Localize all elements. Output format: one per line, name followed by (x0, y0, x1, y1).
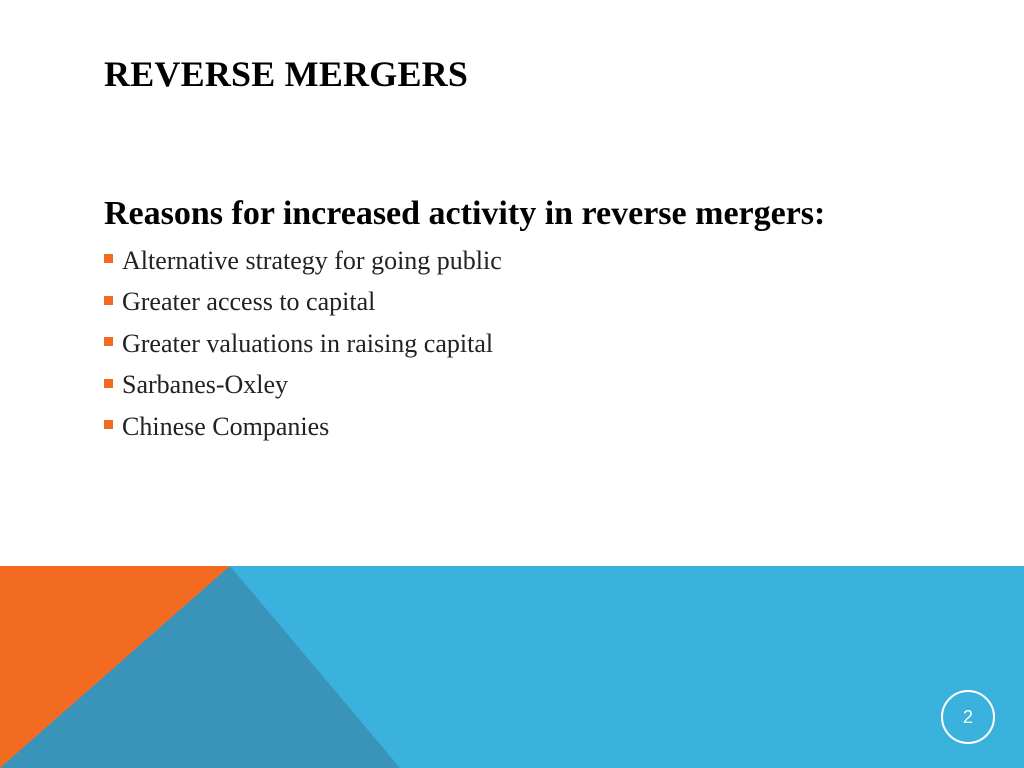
square-bullet-icon (104, 337, 113, 346)
bullet-text: Alternative strategy for going public (122, 245, 502, 275)
bullet-item (104, 406, 502, 448)
bullet-item (104, 282, 502, 324)
page-number: 2 (962, 706, 973, 727)
bullet-list (104, 240, 502, 448)
slide-title: REVERSE MERGERS (104, 54, 469, 94)
square-bullet-icon (104, 379, 113, 388)
page-number-badge (941, 690, 995, 744)
bullet-text: Sarbanes-Oxley (122, 370, 289, 400)
slide-subheading: Reasons for increased activity in reverse mergers: (104, 195, 826, 232)
footer-decoration (0, 566, 1024, 768)
square-bullet-icon (104, 296, 113, 305)
bullet-item (104, 323, 502, 365)
bullet-item (104, 365, 502, 407)
bullet-item (104, 240, 502, 282)
square-bullet-icon (104, 254, 113, 263)
square-bullet-icon (104, 420, 113, 429)
bullet-text: Chinese Companies (122, 411, 330, 441)
bullet-text: Greater access to capital (122, 287, 376, 317)
bullet-text: Greater valuations in raising capital (122, 328, 494, 358)
